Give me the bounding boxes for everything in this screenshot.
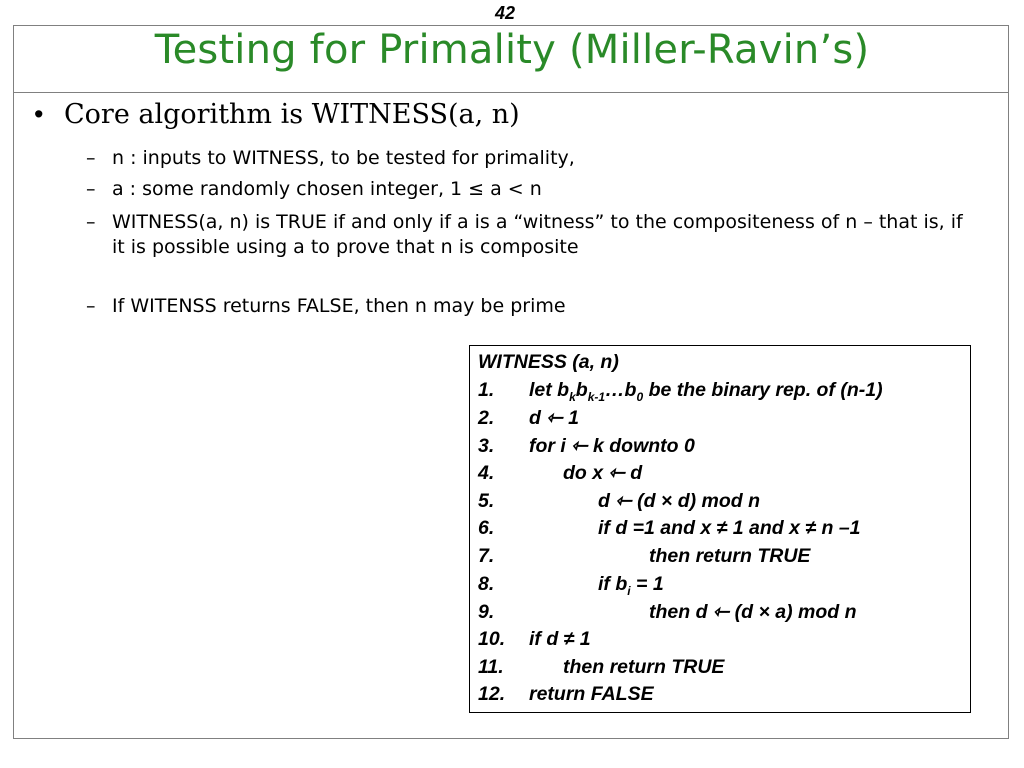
slide-title: Testing for Primality (Miller-Ravin’s) bbox=[154, 27, 870, 73]
line-text: then d ⇽ (d × a) mod n bbox=[649, 601, 857, 623]
line-number: 12. bbox=[478, 683, 506, 705]
algorithm-header: WITNESS (a, n) bbox=[478, 351, 619, 373]
sub-bullet-text: n : inputs to WITNESS, to be tested for primality, bbox=[112, 147, 575, 169]
sub-bullet-text: If WITENSS returns FALSE, then n may be prime bbox=[112, 295, 566, 317]
algorithm-box bbox=[469, 345, 971, 713]
sub-bullet-text: WITNESS(a, n) is TRUE if and only if a is a “witness” to the compositeness of n – that is, if it is possible using a to prove that n is composite bbox=[112, 211, 963, 258]
line-text: do x ⇽ d bbox=[563, 462, 643, 484]
line-number: 8. bbox=[478, 573, 495, 595]
line-number: 4. bbox=[478, 462, 495, 484]
line-text-part: let b bbox=[529, 379, 570, 401]
bullet-marker: • bbox=[34, 99, 44, 129]
line-text bbox=[598, 570, 664, 598]
sub-bullet bbox=[86, 146, 966, 171]
line-text-part: if b bbox=[598, 573, 628, 595]
dash-marker: – bbox=[86, 211, 96, 233]
main-bullet bbox=[34, 99, 520, 130]
subscript: k bbox=[569, 389, 576, 404]
line-text: return FALSE bbox=[529, 683, 654, 705]
line-text-part: be the binary rep. of (n-1) bbox=[643, 379, 883, 401]
line-number: 10. bbox=[478, 628, 506, 650]
line-text: d ⇽ (d × d) mod n bbox=[598, 490, 761, 512]
line-text bbox=[529, 376, 883, 404]
subscript: 0 bbox=[636, 389, 644, 404]
sub-bullet bbox=[86, 177, 966, 202]
line-text: if d =1 and x ≠ 1 and x ≠ n –1 bbox=[598, 517, 861, 539]
line-number: 2. bbox=[478, 407, 495, 429]
dash-marker: – bbox=[86, 295, 96, 317]
line-number: 6. bbox=[478, 517, 495, 539]
algorithm-line bbox=[478, 376, 968, 404]
dash-marker: – bbox=[86, 147, 96, 169]
page-number: 42 bbox=[494, 3, 516, 23]
line-text: d ⇽ 1 bbox=[529, 407, 579, 429]
line-number: 1. bbox=[478, 379, 495, 401]
title-divider bbox=[13, 92, 1009, 93]
main-bullet-text: Core algorithm is WITNESS(a, n) bbox=[64, 99, 520, 130]
line-number: 9. bbox=[478, 601, 495, 623]
sub-bullet bbox=[86, 294, 966, 319]
line-number: 7. bbox=[478, 545, 495, 567]
line-number: 11. bbox=[478, 656, 504, 678]
line-text: if d ≠ 1 bbox=[529, 628, 591, 650]
line-text: then return TRUE bbox=[649, 545, 811, 567]
line-text-part: = 1 bbox=[630, 573, 664, 595]
line-text-part: b bbox=[575, 379, 588, 401]
sub-bullet bbox=[86, 210, 966, 260]
subscript: i bbox=[627, 583, 631, 598]
line-text: for i ⇽ k downto 0 bbox=[529, 435, 695, 457]
subscript: k-1 bbox=[587, 389, 606, 404]
line-text-part: …b bbox=[605, 379, 637, 401]
line-number: 5. bbox=[478, 490, 495, 512]
line-text: then return TRUE bbox=[563, 656, 725, 678]
sub-bullet-text: a : some randomly chosen integer, 1 ≤ a < n bbox=[112, 178, 542, 200]
line-number: 3. bbox=[478, 435, 495, 457]
dash-marker: – bbox=[86, 178, 96, 200]
